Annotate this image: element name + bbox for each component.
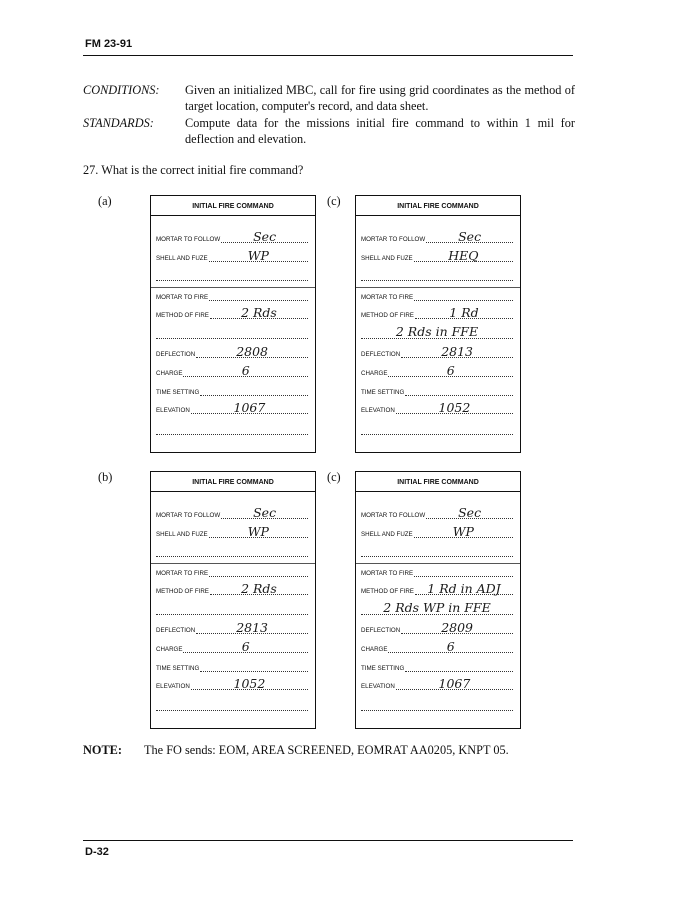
- card-title: INITIAL FIRE COMMAND: [192, 479, 274, 486]
- elevation-field: ELEVATION 1067: [156, 403, 308, 415]
- elevation-field: ELEVATION 1052: [361, 403, 513, 415]
- card-separator: [356, 287, 520, 288]
- method-of-fire-field: METHOD OF FIRE 1 Rd: [361, 308, 513, 320]
- mortar-to-follow-field: MORTAR TO FOLLOW Sec: [361, 232, 513, 244]
- elevation-field: ELEVATION 1052: [156, 679, 308, 691]
- time-setting-field: TIME SETTING: [361, 385, 513, 397]
- blank-line: [156, 280, 308, 281]
- mortar-to-fire-field: MORTAR TO FIRE: [156, 566, 308, 578]
- fire-command-card: [150, 471, 316, 729]
- footer-rule: [83, 840, 573, 841]
- option-label: (c): [327, 194, 341, 208]
- charge-field: CHARGE 6: [156, 366, 308, 378]
- mortar-to-fire-field: MORTAR TO FIRE: [361, 566, 513, 578]
- elevation-field: ELEVATION 1067: [361, 679, 513, 691]
- method-of-fire-field: METHOD OF FIRE 2 Rds: [156, 308, 308, 320]
- fire-command-card: [355, 195, 521, 453]
- method-of-fire-field: METHOD OF FIRE 2 Rds: [156, 584, 308, 596]
- blank-line: [361, 280, 513, 281]
- charge-field: CHARGE 6: [361, 642, 513, 654]
- option-label: (a): [98, 194, 112, 208]
- blank-line: [361, 434, 513, 435]
- fire-command-card: [355, 471, 521, 729]
- card-title: INITIAL FIRE COMMAND: [192, 203, 274, 210]
- header-rule: [83, 55, 573, 56]
- mortar-to-follow-field: MORTAR TO FOLLOW Sec: [156, 508, 308, 520]
- deflection-field: DEFLECTION 2809: [361, 623, 513, 635]
- option-label: (c): [327, 470, 341, 484]
- shell-and-fuze-field: SHELL AND FUZE HEQ: [361, 251, 513, 263]
- deflection-field: DEFLECTION 2813: [156, 623, 308, 635]
- page-number: D-32: [85, 846, 109, 858]
- fire-command-card: [150, 195, 316, 453]
- method-of-fire-continuation: [156, 614, 308, 615]
- charge-field: CHARGE 6: [156, 642, 308, 654]
- deflection-field: DEFLECTION 2808: [156, 347, 308, 359]
- method-of-fire-continuation: [156, 338, 308, 339]
- mortar-to-fire-field: MORTAR TO FIRE: [361, 290, 513, 302]
- card-title: INITIAL FIRE COMMAND: [397, 203, 479, 210]
- blank-line: [156, 434, 308, 435]
- card-separator: [356, 563, 520, 564]
- mortar-to-fire-field: MORTAR TO FIRE: [156, 290, 308, 302]
- card-title: INITIAL FIRE COMMAND: [397, 479, 479, 486]
- blank-line: [361, 556, 513, 557]
- shell-and-fuze-field: SHELL AND FUZE WP: [156, 527, 308, 539]
- card-separator: [151, 563, 315, 564]
- running-header: FM 23-91: [85, 38, 133, 50]
- shell-and-fuze-field: SHELL AND FUZE WP: [361, 527, 513, 539]
- mortar-to-follow-field: MORTAR TO FOLLOW Sec: [156, 232, 308, 244]
- question-27: 27. What is the correct initial fire command?: [83, 163, 304, 177]
- charge-field: CHARGE 6: [361, 366, 513, 378]
- note-text: The FO sends: EOM, AREA SCREENED, EOMRAT AA0205, KNPT 05.: [144, 743, 509, 757]
- card-separator: [151, 287, 315, 288]
- mortar-to-follow-field: MORTAR TO FOLLOW Sec: [361, 508, 513, 520]
- note: [83, 743, 509, 758]
- blank-line: [156, 556, 308, 557]
- deflection-field: DEFLECTION 2813: [361, 347, 513, 359]
- conditions-label: CONDITIONS:: [83, 83, 160, 97]
- time-setting-field: TIME SETTING: [156, 661, 308, 673]
- note-label: NOTE:: [83, 743, 122, 757]
- blank-line: [156, 710, 308, 711]
- time-setting-field: TIME SETTING: [156, 385, 308, 397]
- option-label: (b): [98, 470, 113, 484]
- time-setting-field: TIME SETTING: [361, 661, 513, 673]
- method-of-fire-continuation: 2 Rds WP in FFE: [361, 614, 513, 615]
- standards-label: STANDARDS:: [83, 116, 154, 130]
- standards-text: Compute data for the missions initial fire command to within 1 mil for deflection and elevation.: [185, 116, 575, 146]
- shell-and-fuze-field: SHELL AND FUZE WP: [156, 251, 308, 263]
- conditions-text: Given an initialized MBC, call for fire using grid coordinates as the method of target location, computer's record, and data sheet.: [185, 83, 575, 113]
- method-of-fire-continuation: 2 Rds in FFE: [361, 338, 513, 339]
- method-of-fire-field: METHOD OF FIRE 1 Rd in ADJ: [361, 584, 513, 596]
- blank-line: [361, 710, 513, 711]
